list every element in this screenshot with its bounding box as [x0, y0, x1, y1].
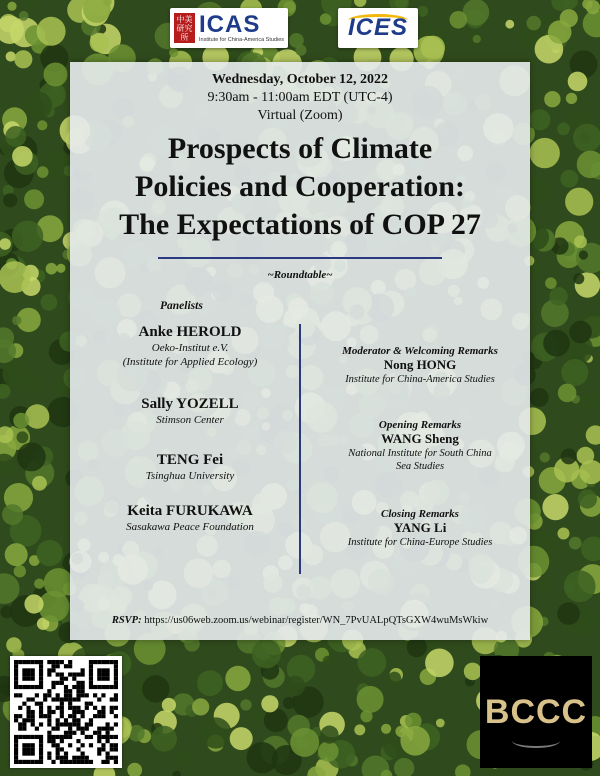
panelist: [90, 452, 290, 483]
panelist-affiliation: Oeko-Institut e.V.: [151, 342, 229, 354]
icas-logo: [170, 8, 288, 48]
rsvp-link[interactable]: https://us06web.zoom.us/webinar/register/WN_7PvUALpQTsGXW4wuMsWkiw: [144, 615, 489, 626]
bccc-logo: [480, 656, 592, 768]
speaker-name: WANG Sheng: [381, 431, 459, 446]
ices-logo: [338, 8, 418, 48]
title-line: Policies and Cooperation:: [135, 170, 465, 203]
speaker-affiliation: National Institute for South China: [348, 448, 492, 459]
event-panel: [70, 62, 530, 640]
speaker-affiliation: Institute for China-Europe Studies: [347, 537, 493, 548]
icas-fullname: Institute for China-America Studies: [199, 37, 284, 43]
qr-code-icon[interactable]: [10, 656, 122, 768]
panelist-affiliation: Stimson Center: [156, 414, 224, 426]
title-divider: [158, 257, 442, 259]
column-divider: [299, 324, 301, 574]
bccc-wordmark: BCCC: [484, 692, 588, 731]
speaker-role: Opening Remarks: [378, 419, 462, 431]
panelist-name: TENG Fei: [156, 452, 224, 468]
panelist-name: Keita FURUKAWA: [127, 503, 253, 519]
panelists-heading: Panelists: [160, 300, 203, 312]
icas-seal: 中美研究所: [174, 13, 195, 43]
remarks-speaker: [310, 345, 530, 386]
rsvp-label: RSVP:: [111, 615, 142, 626]
speaker-name: YANG Li: [393, 520, 447, 535]
panelist: [90, 503, 290, 534]
event-date: Wednesday, October 12, 2022: [212, 72, 388, 87]
ices-wordmark: ICES: [347, 14, 408, 41]
event-time: 9:30am - 11:00am EDT (UTC-4): [207, 90, 393, 105]
speaker-name: Nong HONG: [383, 357, 457, 372]
rsvp-line: [70, 615, 530, 626]
panelist: [90, 396, 290, 427]
panelist-name: Anke HEROLD: [138, 324, 242, 340]
panelist-affiliation: Tsinghua University: [145, 470, 235, 482]
title-line: Prospects of Climate: [167, 132, 433, 165]
speaker-role: Closing Remarks: [381, 508, 459, 520]
speaker-affiliation: Sea Studies: [395, 461, 445, 472]
speaker-affiliation: Institute for China-America Studies: [345, 374, 495, 385]
panelist-name: Sally YOZELL: [141, 396, 239, 412]
event-venue: Virtual (Zoom): [257, 108, 343, 123]
event-title: [70, 130, 530, 244]
speaker-role: Moderator & Welcoming Remarks: [342, 345, 498, 357]
title-line: The Expectations of COP 27: [119, 208, 481, 241]
icas-wordmark: ICAS: [199, 11, 261, 38]
remarks-speaker: [310, 508, 530, 549]
panelist-affiliation: Sasakawa Peace Foundation: [126, 521, 254, 533]
remarks-speaker: [310, 419, 530, 473]
panelist: [90, 324, 290, 369]
event-format: ~Roundtable~: [267, 269, 333, 281]
panelist-affiliation: (Institute for Applied Ecology): [122, 356, 258, 368]
